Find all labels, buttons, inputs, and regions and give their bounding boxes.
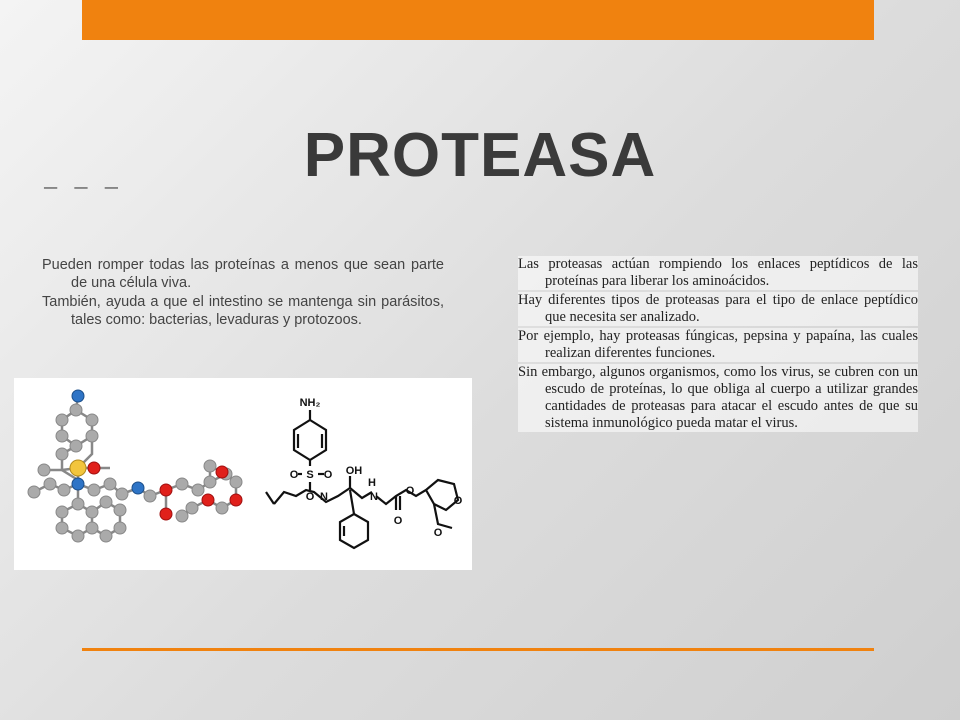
label-o-right: O	[323, 469, 333, 481]
label-o-ring-bottom: O	[433, 527, 443, 539]
molecule-image	[14, 378, 472, 570]
label-o-carbonyl: O	[393, 515, 403, 527]
left-paragraph-2: También, ayuda a que el intestino se mantenga sin parásitos, tales como: bacterias, levaduras y protozoos.	[42, 294, 444, 328]
label-s: S	[306, 469, 314, 481]
label-h: H	[368, 477, 376, 489]
right-paragraph-4: Sin embargo, algunos organismos, como los virus, se cubren con un escudo de proteínas, lo que obliga al cuerpo a utilizar grandes cantidades de proteasas para atacar el escudo antes de que su sistema inmunológico pueda matar el virus.	[518, 364, 918, 431]
right-paragraph-1: Las proteasas actúan rompiendo los enlaces peptídicos de las proteínas para liberar los aminoácidos.	[518, 256, 918, 289]
right-text-column	[518, 256, 918, 434]
label-n-carbamate: N	[370, 491, 378, 503]
dash-decoration: _ _ _	[44, 168, 121, 193]
left-text-column	[42, 256, 444, 330]
sulfur-atom	[70, 460, 86, 476]
right-paragraph-3: Por ejemplo, hay proteasas fúngicas, pepsina y papaína, las cuales realizan diferentes funciones.	[518, 328, 918, 361]
right-paragraph-2: Hay diferentes tipos de proteasas para el tipo de enlace peptídico que necesita ser analizado.	[518, 292, 918, 325]
bottom-accent-line	[82, 648, 874, 651]
label-oh: OH	[345, 465, 363, 477]
label-o-left: O	[289, 469, 299, 481]
label-o-bottom: O	[305, 491, 315, 503]
label-n-sulfonamide: N	[320, 491, 328, 503]
molecule-illustration	[14, 378, 472, 570]
slide-title: PROTEASA	[303, 121, 657, 190]
left-paragraph-1: Pueden romper todas las proteínas a menos que sean parte de una célula viva.	[42, 257, 444, 291]
label-o-ring-top: O	[453, 495, 463, 507]
top-accent-bar	[82, 0, 874, 40]
label-nh2: NH₂	[299, 397, 321, 409]
label-o-ether: O	[405, 485, 415, 497]
